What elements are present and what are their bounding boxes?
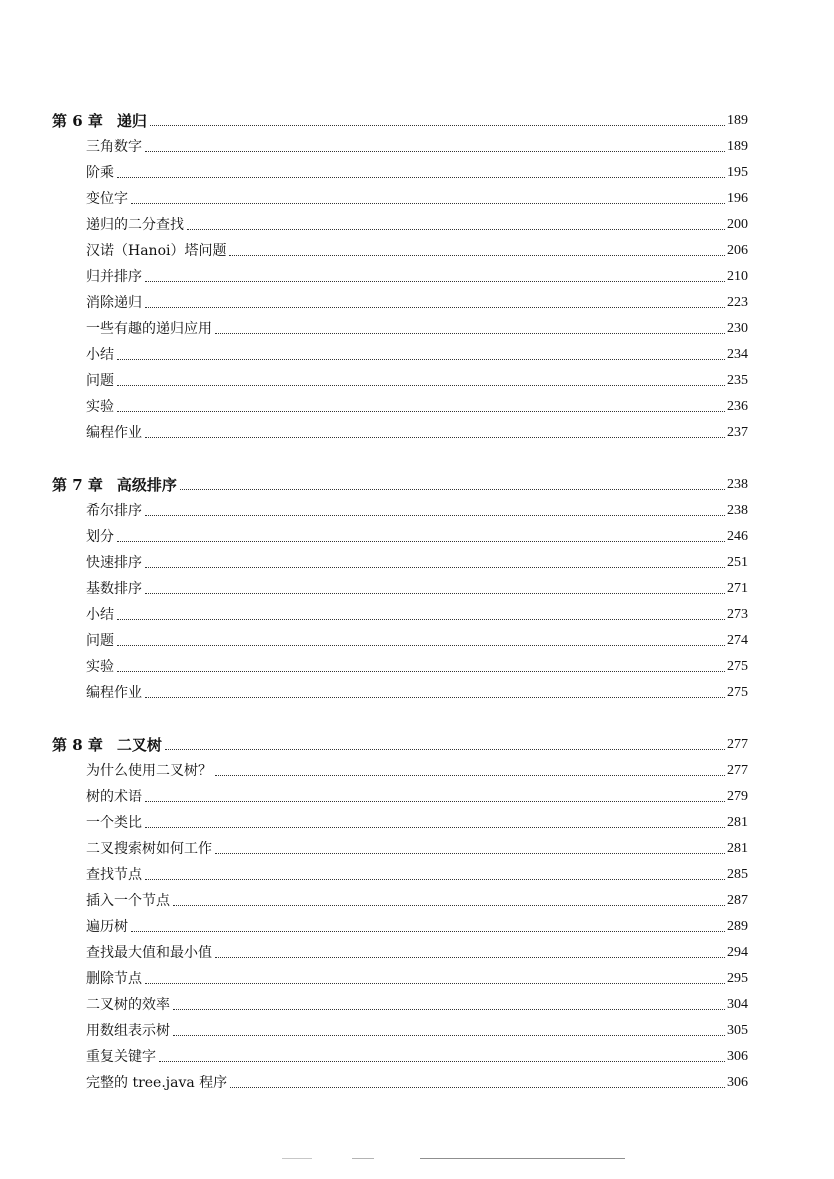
dot-leader [145,592,725,594]
entry-title: 实验 [86,399,114,415]
page-number: 275 [727,685,748,700]
page-number: 271 [727,581,748,596]
toc-entry[interactable] [52,780,748,806]
chapter-7 [52,468,748,702]
entry-title: 编程作业 [86,425,142,441]
toc-entry[interactable] [52,572,748,598]
toc-entry[interactable] [52,494,748,520]
entry-title: 用数组表示树 [86,1023,170,1039]
toc-entry[interactable] [52,962,748,988]
dot-leader [145,306,725,308]
dot-leader [145,826,725,828]
scan-artifact [352,1158,374,1159]
toc-entry[interactable] [52,234,748,260]
entry-title: 快速排序 [86,555,142,571]
toc-entry[interactable] [52,182,748,208]
toc-entry[interactable] [52,936,748,962]
page-number: 289 [727,919,748,934]
page-number: 196 [727,191,748,206]
entry-title: 小结 [86,347,114,363]
chapter-heading[interactable] [52,468,748,494]
entry-title: 三角数字 [86,139,142,155]
toc-entry[interactable] [52,312,748,338]
page-number: 236 [727,399,748,414]
toc-entry[interactable] [52,1040,748,1066]
dot-leader [117,670,725,672]
toc-entry[interactable] [52,286,748,312]
toc-entry[interactable] [52,1014,748,1040]
dot-leader [180,488,725,490]
chapter-title: 二叉树 [116,736,162,754]
dot-leader [215,956,725,958]
page-number: 251 [727,555,748,570]
page-number: 277 [727,763,748,778]
toc-entry[interactable] [52,598,748,624]
toc-entry[interactable] [52,546,748,572]
toc-entry[interactable] [52,754,748,780]
chapter-8 [52,728,748,1092]
dot-leader [117,410,725,412]
page-number: 189 [727,113,748,128]
page-number: 238 [727,503,748,518]
page-number: 305 [727,1023,748,1038]
dot-leader [131,930,725,932]
toc-entry[interactable] [52,520,748,546]
page-number: 275 [727,659,748,674]
page-number: 223 [727,295,748,310]
entry-title: 编程作业 [86,685,142,701]
dot-leader [159,1060,725,1062]
page-number: 279 [727,789,748,804]
dot-leader [173,904,725,906]
entry-title: 归并排序 [86,269,142,285]
page-number: 189 [727,139,748,154]
toc-entry[interactable] [52,364,748,390]
chapter-number: 第 6 章 [52,112,103,130]
page-number: 281 [727,841,748,856]
page-number: 285 [727,867,748,882]
toc-entry[interactable] [52,806,748,832]
page-number: 238 [727,477,748,492]
dot-leader [145,566,725,568]
page-number: 287 [727,893,748,908]
entry-title: 变位字 [86,191,128,207]
toc-entry[interactable] [52,1066,748,1092]
page-number: 234 [727,347,748,362]
entry-title: 二叉树的效率 [86,997,170,1013]
dot-leader [117,618,725,620]
entry-title: 希尔排序 [86,503,142,519]
page-number: 210 [727,269,748,284]
dot-leader [117,176,725,178]
toc-entry[interactable] [52,676,748,702]
entry-title: 插入一个节点 [86,893,170,909]
dot-leader [145,514,725,516]
dot-leader [117,644,725,646]
toc-entry[interactable] [52,624,748,650]
page-number: 230 [727,321,748,336]
page-number: 294 [727,945,748,960]
dot-leader [173,1008,725,1010]
page-number: 237 [727,425,748,440]
chapter-title: 递归 [116,112,147,130]
entry-title: 划分 [86,529,114,545]
entry-title: 重复关键字 [86,1049,156,1065]
entry-title: 删除节点 [86,971,142,987]
toc-entry[interactable] [52,858,748,884]
page-number: 304 [727,997,748,1012]
dot-leader [145,150,725,152]
chapter-6 [52,104,748,442]
toc-entry[interactable] [52,910,748,936]
page-number: 277 [727,737,748,752]
dot-leader [117,540,725,542]
page-number: 200 [727,217,748,232]
dot-leader [131,202,725,204]
chapter-heading[interactable] [52,104,748,130]
entry-title: 阶乘 [86,165,114,181]
dot-leader [145,436,725,438]
page-number: 281 [727,815,748,830]
entry-title: 遍历树 [86,919,128,935]
scan-artifact [282,1158,312,1159]
toc-entry[interactable] [52,884,748,910]
page-number: 306 [727,1075,748,1090]
dot-leader [145,800,725,802]
entry-title: 实验 [86,659,114,675]
entry-title: 小结 [86,607,114,623]
chapter-heading[interactable] [52,728,748,754]
entry-title: 问题 [86,373,114,389]
page-number: 195 [727,165,748,180]
page-number: 274 [727,633,748,648]
toc-entry[interactable] [52,390,748,416]
page-number: 273 [727,607,748,622]
page-number: 206 [727,243,748,258]
dot-leader [117,358,725,360]
entry-title: 消除递归 [86,295,142,311]
dot-leader [145,280,725,282]
dot-leader [117,384,725,386]
scan-artifact [420,1158,625,1159]
entry-title: 查找最大值和最小值 [86,945,212,961]
toc-entry[interactable] [52,832,748,858]
dot-leader [215,774,725,776]
entry-title: 查找节点 [86,867,142,883]
dot-leader [187,228,725,230]
entry-title: 完整的 tree.java 程序 [86,1075,228,1091]
chapter-number: 第 7 章 [52,476,103,494]
chapter-number: 第 8 章 [52,736,103,754]
entry-title: 问题 [86,633,114,649]
chapter-title: 高级排序 [116,476,177,494]
table-of-contents [52,104,748,1118]
entry-title: 基数排序 [86,581,142,597]
dot-leader [165,748,725,750]
toc-entry[interactable] [52,416,748,442]
page-number: 295 [727,971,748,986]
entry-title: 二叉搜索树如何工作 [86,841,212,857]
toc-entry[interactable] [52,130,748,156]
dot-leader [145,696,725,698]
toc-entry[interactable] [52,988,748,1014]
page-number: 235 [727,373,748,388]
dot-leader [145,982,725,984]
page-number: 306 [727,1049,748,1064]
toc-entry[interactable] [52,208,748,234]
toc-entry[interactable] [52,260,748,286]
entry-title: 一些有趣的递归应用 [86,321,212,337]
dot-leader [150,124,725,126]
entry-title: 一个类比 [86,815,142,831]
dot-leader [215,852,725,854]
dot-leader [230,1086,725,1088]
entry-title: 树的术语 [86,789,142,805]
toc-entry[interactable] [52,650,748,676]
entry-title: 汉诺（Hanoi）塔问题 [86,243,227,259]
dot-leader [173,1034,725,1036]
dot-leader [145,878,725,880]
entry-title: 为什么使用二叉树？ [86,763,212,779]
toc-entry[interactable] [52,156,748,182]
dot-leader [215,332,725,334]
page-number: 246 [727,529,748,544]
toc-entry[interactable] [52,338,748,364]
entry-title: 递归的二分查找 [86,217,184,233]
dot-leader [229,254,725,256]
